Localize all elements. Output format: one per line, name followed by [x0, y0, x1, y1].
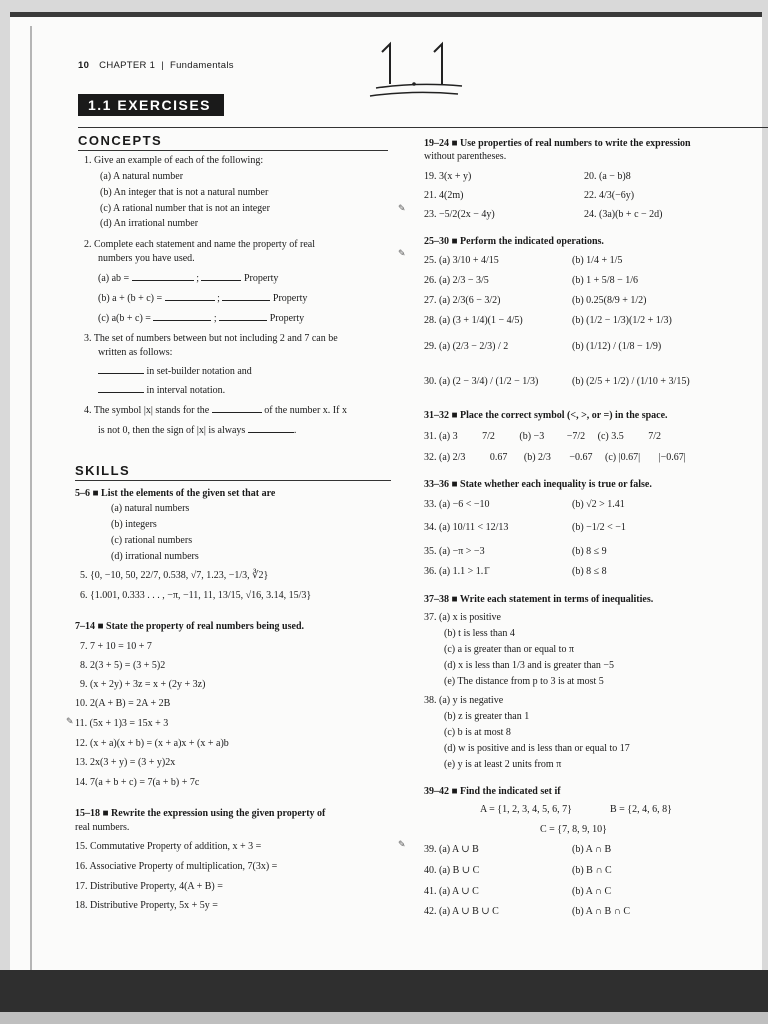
q-expr: 5x + 5y = [179, 900, 218, 911]
check-mark: ✎ [398, 248, 406, 258]
question-item: 7. 7 + 10 = 10 + 7 [80, 641, 152, 652]
question-4-cont: is not 0, then the sign of |x| is always . [98, 425, 297, 436]
question-item: (e) The distance from p to 3 is at most 5 [444, 676, 604, 687]
q31a-rhs: 7/2 [482, 431, 495, 442]
question-item: 42. (a) A ∪ B ∪ C [424, 906, 499, 917]
page-top-edge [10, 12, 762, 17]
q4-part2: of the number x. If x [264, 405, 347, 416]
question-item: 19. 3(x + y) [424, 171, 472, 182]
question-item: 27. (a) 2/3(6 − 3/2) [424, 295, 501, 306]
q32b-rhs: −0.67 [569, 452, 593, 463]
question-31 [424, 429, 661, 444]
q32c: (c) |0.67| [604, 452, 641, 463]
q-text: Distributive Property, [90, 900, 177, 911]
q-number: 17. [75, 881, 88, 892]
question-3: 3. The set of numbers between but not including 2 and 7 can be [84, 333, 338, 344]
group-39-42: 39–42 ■ Find the indicated set if [424, 786, 561, 797]
question-item: (b) 1 + 5/8 − 1/6 [572, 275, 638, 286]
group-31-32: 31–32 ■ Place the correct symbol (<, >, or =) in the space. [424, 410, 668, 421]
question-item [75, 839, 261, 854]
question-item: 8. 2(3 + 5) = (3 + 5)2 [80, 660, 166, 671]
q31b-rhs: −7/2 [566, 431, 586, 442]
question-item: 26. (a) 2/3 − 3/5 [424, 275, 489, 286]
group-15-18: 15–18 ■ Rewrite the expression using the given property of [75, 808, 326, 819]
question-item: 40. (a) B ∪ C [424, 865, 480, 876]
question-32 [424, 450, 686, 465]
question-item: 13. 2x(3 + y) = (3 + y)2x [75, 757, 176, 768]
q4-part1: 4. The symbol |x| stands for the [84, 405, 210, 416]
question-3-cont: written as follows: [98, 347, 173, 358]
q2c-expr: (c) a(b + c) = [98, 313, 151, 324]
question-item: (d) x is less than 1/3 and is greater than −5 [444, 660, 615, 671]
q2b-property: Property [272, 293, 308, 304]
q2-item: (b) a + (b + c) = ; Property [98, 293, 308, 304]
skills-heading: SKILLS [75, 463, 131, 478]
q2-item: (a) ab = ; Property [98, 273, 279, 284]
group-19-24: 19–24 ■ Use properties of real numbers to write the expression [424, 138, 691, 149]
question-item: (b) 8 ≤ 8 [572, 566, 607, 577]
q-text: Associative Property of multiplication, [89, 861, 245, 872]
q-number: 15. [75, 841, 88, 852]
q31c: (c) 3.5 [597, 431, 624, 442]
question-item: 29. (a) (2/3 − 2/3) / 2 [424, 341, 509, 352]
q-text: Distributive Property, [90, 881, 177, 892]
title-rule [78, 127, 768, 128]
question-item: (b) (2/5 + 1/2) / (1/10 + 3/15) [572, 376, 690, 387]
group-7-14: 7–14 ■ State the property of real numbers being used. [75, 621, 304, 632]
question-item: 21. 4(2m) [424, 190, 464, 201]
question-item: (b) (1/12) / (1/8 − 1/9) [572, 341, 662, 352]
q2a-expr: (a) ab = [98, 273, 130, 284]
group-15-18-cont: real numbers. [75, 822, 130, 833]
question-item: (b) t is less than 4 [444, 628, 515, 639]
q4-part3: is not 0, then the sign of |x| is always [98, 425, 246, 436]
question-item: 41. (a) A ∪ C [424, 886, 479, 897]
question-item: (b) A ∩ B [572, 844, 612, 855]
skills-rule [75, 480, 391, 481]
question-item: (d) w is positive and is less than or equal to 17 [444, 743, 630, 754]
question-item: 10. 2(A + B) = 2A + 2B [75, 698, 171, 709]
q31b: (b) −3 [519, 431, 545, 442]
q1-item: (a) A natural number [100, 171, 184, 182]
q1-item: (b) An integer that is not a natural number [100, 187, 269, 198]
question-1: 1. Give an example of each of the following: [84, 155, 264, 166]
question-item: 30. (a) (2 − 3/4) / (1/2 − 1/3) [424, 376, 539, 387]
g56-item: (b) integers [111, 519, 157, 530]
concepts-heading: CONCEPTS [78, 133, 163, 148]
check-mark: ✎ [398, 203, 406, 213]
question-item: 9. (x + 2y) + 3z = x + (2y + 3z) [80, 679, 206, 690]
question-item: 23. −5/2(2x − 4y) [424, 209, 495, 220]
scan-bottom-band [0, 970, 768, 1012]
concepts-rule [78, 150, 388, 151]
q32a: 32. (a) 2/3 [424, 452, 466, 463]
question-5: 5. {0, −10, 50, 22/7, 0.538, √7, 1.23, −1/3, ∛2} [80, 570, 269, 581]
question-item: 12. (x + a)(x + b) = (x + a)x + (x + a)b [75, 738, 229, 749]
scan-bottom-margin [0, 1012, 768, 1024]
question-item: 25. (a) 3/10 + 4/15 [424, 255, 499, 266]
group-5-6: 5–6 ■ List the elements of the given set that are [75, 488, 276, 499]
question-item: 35. (a) −π > −3 [424, 546, 485, 557]
question-item: 33. (a) −6 < −10 [424, 499, 490, 510]
group-25-30: 25–30 ■ Perform the indicated operations. [424, 236, 604, 247]
handwritten-annotation [362, 40, 472, 102]
q-expr: 7(3x) = [247, 861, 278, 872]
question-item: (b) A ∩ C [572, 886, 612, 897]
page-number: 10 [78, 60, 90, 71]
q-text: Commutative Property of addition, [90, 841, 230, 852]
q31a: 31. (a) 3 [424, 431, 458, 442]
question-item: 14. 7(a + b + c) = 7(a + b) + 7c [75, 777, 200, 788]
check-mark: ✎ [398, 839, 406, 849]
q3-item [98, 383, 225, 398]
q3-setbuilder: in set-builder notation and [146, 366, 252, 377]
question-item: 39. (a) A ∪ B [424, 844, 479, 855]
q2-item: (c) a(b + c) = ; Property [98, 313, 305, 324]
question-item: (b) 8 ≤ 9 [572, 546, 607, 557]
question-item: (b) √2 > 1.41 [572, 499, 625, 510]
page-spine-line [30, 26, 32, 970]
q32c-rhs: |−0.67| [658, 452, 686, 463]
question-item: 36. (a) 1.1 > 1.1̄ [424, 566, 489, 577]
q1-item: (d) An irrational number [100, 218, 199, 229]
g56-item: (d) irrational numbers [111, 551, 199, 562]
q2b-expr: (b) a + (b + c) = [98, 293, 163, 304]
question-item: 37. (a) x is positive [424, 612, 501, 623]
q-number: 16. [75, 861, 88, 872]
question-item: 22. 4/3(−6y) [584, 190, 635, 201]
question-item: (b) A ∩ B ∩ C [572, 906, 631, 917]
question-item: 20. (a − b)8 [584, 171, 631, 182]
check-mark: ✎ [66, 716, 74, 726]
chapter-label: CHAPTER 1 [99, 60, 156, 71]
header-separator: | [161, 60, 164, 71]
group-19-24-cont: without parentheses. [424, 151, 507, 162]
q31c-rhs: 7/2 [648, 431, 662, 442]
question-6: 6. {1.001, 0.333 . . . , −π, −11, 11, 13/15, √16, 3.14, 15/3} [80, 590, 312, 601]
q-number: 18. [75, 900, 88, 911]
question-item [75, 879, 223, 894]
question-item: (b) z is greater than 1 [444, 711, 530, 722]
q32b: (b) 2/3 [523, 452, 551, 463]
exercises-title: 1.1 EXERCISES [78, 94, 224, 116]
q2c-property: Property [269, 313, 305, 324]
g56-item: (a) natural numbers [111, 503, 190, 514]
question-item: (b) 0.25(8/9 + 1/2) [572, 295, 647, 306]
question-item: 38. (a) y is negative [424, 695, 504, 706]
question-item: 34. (a) 10/11 < 12/13 [424, 522, 509, 533]
running-header [78, 60, 234, 71]
question-item [75, 859, 277, 874]
question-2: 2. Complete each statement and name the property of real [84, 239, 316, 250]
question-item: 11. (5x + 1)3 = 15x + 3 [75, 718, 169, 729]
group-33-36: 33–36 ■ State whether each inequality is true or false. [424, 479, 652, 490]
question-item [75, 898, 218, 913]
question-item: (c) a is greater than or equal to π [444, 644, 574, 655]
set-c: C = {7, 8, 9, 10} [540, 824, 607, 835]
question-item: (e) y is at least 2 units from π [444, 759, 562, 770]
q3-item [98, 364, 252, 379]
question-4 [84, 403, 347, 418]
question-item: (b) B ∩ C [572, 865, 612, 876]
set-a: A = {1, 2, 3, 4, 5, 6, 7} [480, 804, 572, 815]
question-item: (b) −1/2 < −1 [572, 522, 626, 533]
q-expr: 4(A + B) = [179, 881, 223, 892]
g56-item: (c) rational numbers [111, 535, 193, 546]
q3-interval: in interval notation. [146, 385, 226, 396]
question-item: (b) 1/4 + 1/5 [572, 255, 623, 266]
question-item: (b) (1/2 − 1/3)(1/2 + 1/3) [572, 315, 672, 326]
group-37-38: 37–38 ■ Write each statement in terms of inequalities. [424, 594, 654, 605]
question-item: 24. (3a)(b + c − 2d) [584, 209, 663, 220]
q2a-property: Property [243, 273, 279, 284]
question-2-cont: numbers you have used. [98, 253, 195, 264]
q1-item: (c) A rational number that is not an integer [100, 203, 270, 214]
chapter-section: Fundamentals [169, 60, 234, 71]
set-b: B = {2, 4, 6, 8} [610, 804, 672, 815]
q-expr: x + 3 = [232, 841, 262, 852]
question-item: 28. (a) (3 + 1/4)(1 − 4/5) [424, 315, 523, 326]
q32a-rhs: 0.67 [489, 452, 508, 463]
question-item: (c) b is at most 8 [444, 727, 511, 738]
